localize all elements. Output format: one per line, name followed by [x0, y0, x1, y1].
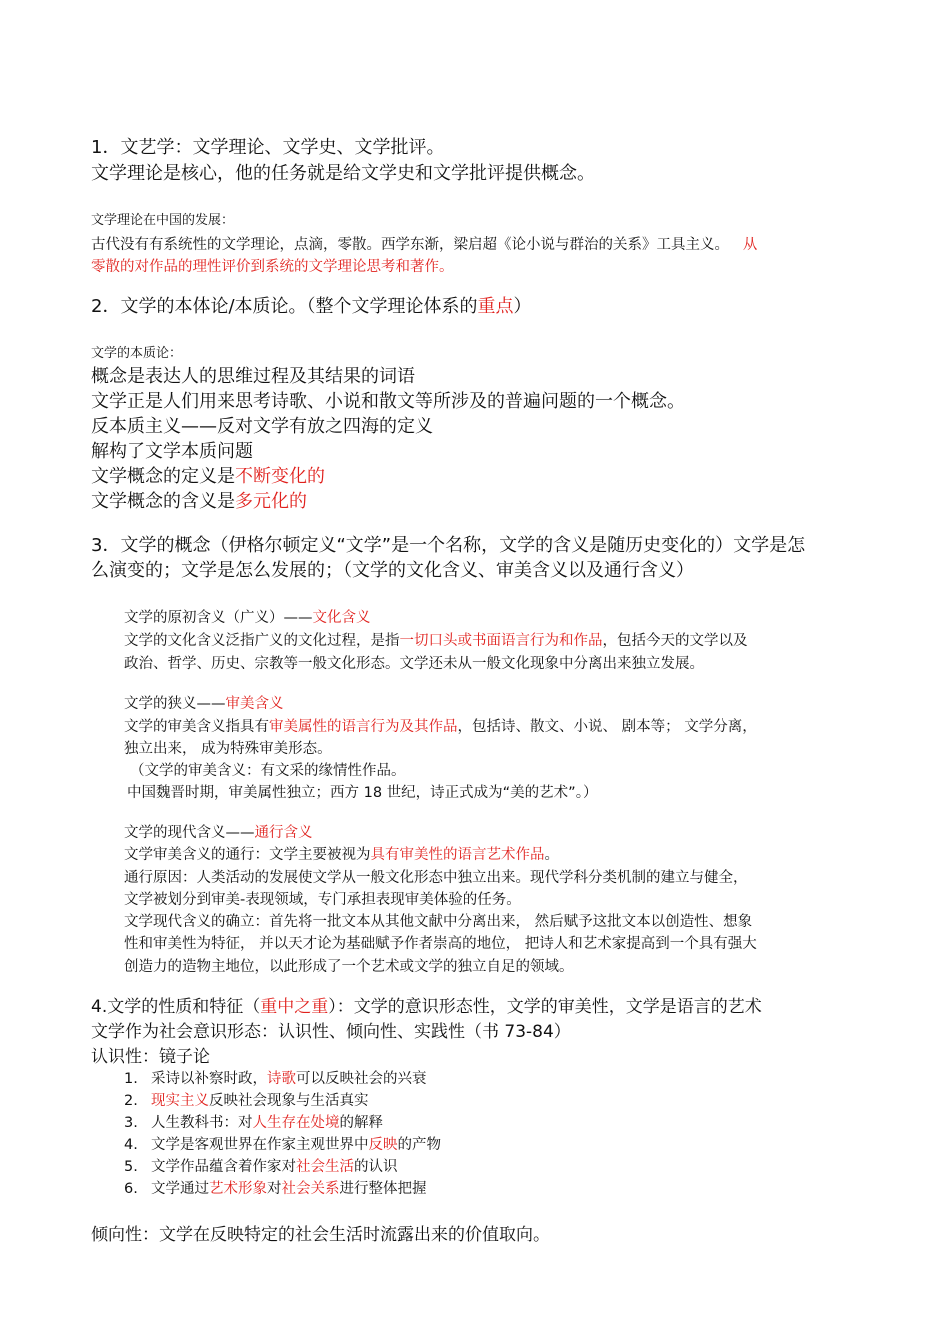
section-4-line-3: 认识性：镜子论 — [91, 1047, 210, 1067]
section-2-sub-title: 文学的本质论： — [91, 346, 183, 361]
modern-meaning-title: 文学的现代含义——通行含义 — [124, 825, 313, 841]
section-1-dev-title: 文学理论在中国的发展： — [91, 213, 235, 228]
section-2-line-3: 反本质主义——反对文学有放之四海的定义 — [91, 416, 433, 437]
list-item: 4. 文学是客观世界在作家主观世界中反映的产物 — [124, 1137, 441, 1153]
section-1-dev-line-2: 零散的对作品的理性评价到系统的文学理论思考和著作。 — [91, 259, 454, 275]
section-2-line-1: 概念是表达人的思维过程及其结果的词语 — [91, 366, 415, 387]
section-4-line-2: 文学作为社会意识形态：认识性、倾向性、实践性（书 73-84） — [91, 1022, 571, 1042]
orig-meaning-title: 文学的原初含义（广义）——文化含义 — [124, 610, 371, 626]
section-1-heading: 1．文艺学：文学理论、文学史、文学批评。 — [91, 137, 445, 158]
list-item: 2. 现实主义反映社会现象与生活真实 — [124, 1093, 369, 1109]
list-item: 1. 采诗以补察时政，诗歌可以反映社会的兴衰 — [124, 1071, 427, 1087]
section-2-line-2: 文学正是人们用来思考诗歌、小说和散文等所涉及的普遍问题的一个概念。 — [91, 391, 685, 412]
orig-meaning-line-2: 政治、哲学、历史、宗教等一般文化形态。文学还未从一般文化现象中分离出来独立发展。 — [124, 656, 704, 672]
tendency-line: 倾向性：文学在反映特定的社会生活时流露出来的价值取向。 — [91, 1225, 550, 1245]
section-3-heading-line-1: 3．文学的概念（伊格尔顿定义“文学”是一个名称，文学的含义是随历史变化的）文学是怎 — [91, 535, 806, 556]
orig-meaning-line-1: 文学的文化含义泛指广义的文化过程，是指一切口头或书面语言行为和作品，包括今天的文学以及 — [124, 633, 748, 649]
modern-meaning-line-1: 文学审美含义的通行：文学主要被视为具有审美性的语言艺术作品。 — [124, 847, 559, 863]
list-item: 5. 文学作品蕴含着作家对社会生活的认识 — [124, 1159, 398, 1175]
narrow-meaning-line-4: 中国魏晋时期，审美属性独立；西方 18 世纪，诗正式成为“美的艺术”。） — [127, 785, 598, 801]
section-2-heading: 2．文学的本体论/本质论。（整个文学理论体系的重点） — [91, 296, 532, 317]
modern-meaning-line-4: 文学现代含义的确立：首先将一批文本从其他文献中分离出来， 然后赋予这批文本以创造性、想象 — [124, 914, 753, 930]
modern-meaning-line-3: 文学被划分到审美-表现领域，专门承担表现审美体验的任务。 — [124, 892, 521, 908]
list-item: 3. 人生教科书：对人生存在处境的解释 — [124, 1115, 383, 1131]
section-3-heading-line-2: 么演变的；文学是怎么发展的；（文学的文化含义、审美含义以及通行含义） — [91, 560, 694, 581]
narrow-meaning-title: 文学的狭义——审美含义 — [124, 696, 284, 712]
list-item: 6. 文学通过艺术形象对社会关系进行整体把握 — [124, 1181, 427, 1197]
section-2-line-4: 解构了文学本质问题 — [91, 441, 253, 462]
section-1-core: 文学理论是核心，他的任务就是给文学史和文学批评提供概念。 — [91, 163, 595, 184]
modern-meaning-line-2: 通行原因：人类活动的发展使文学从一般文化形态中独立出来。现代学科分类机制的建立与健全， — [124, 870, 748, 886]
modern-meaning-line-6: 创造力的造物主地位，以此形成了一个艺术或文学的独立自足的领域。 — [124, 959, 574, 975]
narrow-meaning-line-3: （文学的审美含义：有文采的缘情性作品。 — [130, 763, 406, 779]
section-4-heading: 4.文学的性质和特征（重中之重）：文学的意识形态性，文学的审美性，文学是语言的艺术 — [91, 997, 762, 1017]
section-2-line-6: 文学概念的含义是多元化的 — [91, 491, 307, 512]
narrow-meaning-line-1: 文学的审美含义指具有审美属性的语言行为及其作品，包括诗、散文、小说、 剧本等； 文学分离， — [124, 719, 757, 735]
modern-meaning-line-5: 性和审美性为特征， 并以天才论为基础赋予作者崇高的地位， 把诗人和艺术家提高到一个具有强大 — [124, 936, 757, 952]
narrow-meaning-line-2: 独立出来， 成为特殊审美形态。 — [124, 741, 332, 757]
section-2-line-5: 文学概念的定义是不断变化的 — [91, 466, 325, 487]
section-1-dev-line-1: 古代没有有系统性的文学理论，点滴，零散。西学东渐，梁启超《论小说与群治的关系》工具主义。 从 — [91, 237, 758, 253]
